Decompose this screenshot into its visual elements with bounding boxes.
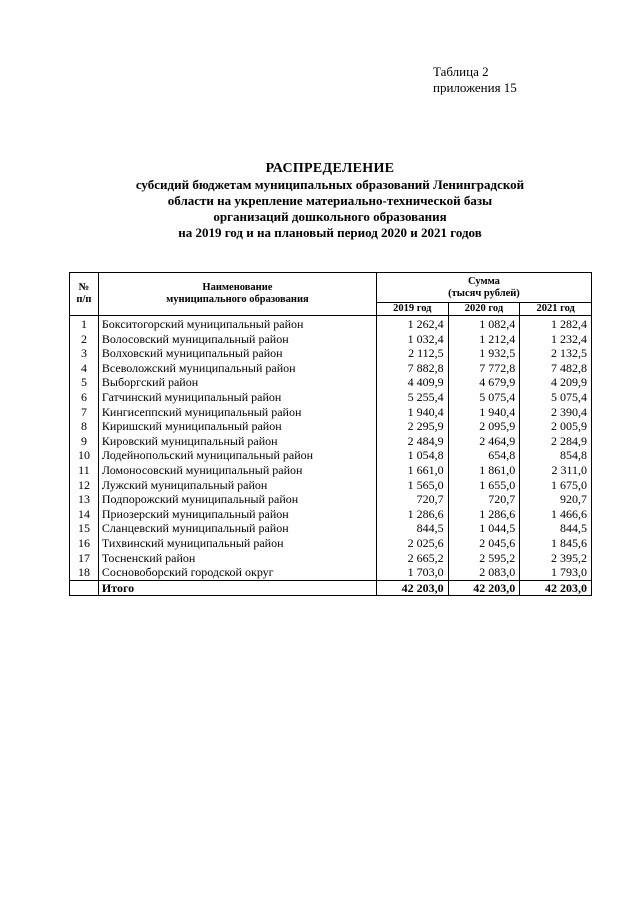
row-2020: 5 075,4 [448,390,520,405]
row-number: 15 [70,521,99,536]
col-header-2019: 2019 год [376,303,448,316]
row-2021: 1 232,4 [520,332,592,347]
row-name: Подпорожский муниципальный район [98,492,376,507]
row-number: 18 [70,565,99,580]
row-name: Тихвинский муниципальный район [98,536,376,551]
total-2020: 42 203,0 [448,580,520,595]
row-number: 17 [70,551,99,566]
heading-line: на 2019 год и на плановый период 2020 и 2021 годов [178,225,482,240]
row-number: 5 [70,375,99,390]
table-row [70,492,592,507]
row-name: Волховский муниципальный район [98,346,376,361]
row-name: Киришский муниципальный район [98,419,376,434]
table-row [70,565,592,580]
row-2019: 2 025,6 [376,536,448,551]
appendix-number: приложения 15 [433,80,517,95]
row-2021: 1 845,6 [520,536,592,551]
row-2019: 7 882,8 [376,361,448,376]
row-2020: 1 940,4 [448,405,520,420]
row-number: 8 [70,419,99,434]
table-row [70,551,592,566]
row-number: 11 [70,463,99,478]
row-2020: 2 595,2 [448,551,520,566]
col-header-number-line1: № [78,282,90,293]
row-2019: 1 565,0 [376,478,448,493]
col-header-number [70,273,99,316]
table-row [70,405,592,420]
row-2021: 7 482,8 [520,361,592,376]
row-number: 9 [70,434,99,449]
row-2019: 2 484,9 [376,434,448,449]
table-row [70,419,592,434]
col-header-sum [376,273,591,303]
row-2019: 2 665,2 [376,551,448,566]
row-2021: 1 282,4 [520,316,592,332]
table-row [70,521,592,536]
col-header-name [98,273,376,316]
row-2020: 2 464,9 [448,434,520,449]
row-2019: 844,5 [376,521,448,536]
table-number: Таблица 2 [433,64,489,79]
table-row [70,375,592,390]
row-2021: 2 390,4 [520,405,592,420]
row-number: 1 [70,316,99,332]
row-2021: 2 005,9 [520,419,592,434]
row-2020: 1 212,4 [448,332,520,347]
row-2019: 1 703,0 [376,565,448,580]
row-name: Волосовский муниципальный район [98,332,376,347]
row-number: 7 [70,405,99,420]
table-row [70,463,592,478]
row-number: 13 [70,492,99,507]
row-2021: 1 466,6 [520,507,592,522]
row-2021: 1 793,0 [520,565,592,580]
row-name: Лужский муниципальный район [98,478,376,493]
row-2021: 854,8 [520,448,592,463]
table-row [70,316,592,332]
header-row [70,273,592,303]
table-body [70,316,592,581]
total-number-cell [70,580,99,595]
row-2019: 1 661,0 [376,463,448,478]
table-row [70,448,592,463]
row-name: Ломоносовский муниципальный район [98,463,376,478]
row-name: Тосненский район [98,551,376,566]
total-row [70,580,592,595]
row-name: Гатчинский муниципальный район [98,390,376,405]
table-row [70,346,592,361]
heading-line: области на укрепление материально-технической базы [167,193,493,208]
table-reference [433,64,517,96]
row-number: 12 [70,478,99,493]
table-row [70,434,592,449]
row-name: Кировский муниципальный район [98,434,376,449]
table-row [70,478,592,493]
row-2021: 5 075,4 [520,390,592,405]
row-2021: 2 132,5 [520,346,592,361]
row-number: 16 [70,536,99,551]
total-label: Итого [98,580,376,595]
row-2019: 720,7 [376,492,448,507]
subsidy-table [69,272,592,596]
row-name: Кингисеппский муниципальный район [98,405,376,420]
row-2020: 654,8 [448,448,520,463]
document-heading [100,161,560,241]
table-row [70,536,592,551]
heading-line: организаций дошкольного образования [213,209,447,224]
row-2020: 1 655,0 [448,478,520,493]
row-2019: 1 054,8 [376,448,448,463]
row-number: 4 [70,361,99,376]
row-2019: 5 255,4 [376,390,448,405]
row-2020: 1 286,6 [448,507,520,522]
row-2020: 1 044,5 [448,521,520,536]
row-2020: 2 045,6 [448,536,520,551]
row-2020: 1 861,0 [448,463,520,478]
row-2021: 2 284,9 [520,434,592,449]
col-header-2021: 2021 год [520,303,592,316]
heading-line: субсидий бюджетам муниципальных образований Ленинградской [135,177,525,192]
row-2021: 2 395,2 [520,551,592,566]
table-row [70,390,592,405]
col-header-name-line1: Наименование [202,282,273,293]
row-number: 6 [70,390,99,405]
row-number: 2 [70,332,99,347]
row-2021: 4 209,9 [520,375,592,390]
row-2019: 2 295,9 [376,419,448,434]
row-2019: 1 032,4 [376,332,448,347]
col-header-2020: 2020 год [448,303,520,316]
row-name: Бокситогорский муниципальный район [98,316,376,332]
row-number: 14 [70,507,99,522]
row-2021: 920,7 [520,492,592,507]
row-number: 3 [70,346,99,361]
row-2020: 2 083,0 [448,565,520,580]
row-2019: 2 112,5 [376,346,448,361]
row-2019: 1 940,4 [376,405,448,420]
col-header-name-line2: муниципального образования [166,294,309,305]
row-name: Сланцевский муниципальный район [98,521,376,536]
row-2020: 7 772,8 [448,361,520,376]
col-header-sum-line1: Сумма [468,276,500,287]
row-2020: 720,7 [448,492,520,507]
row-number: 10 [70,448,99,463]
table-row [70,507,592,522]
col-header-sum-line2: (тысяч рублей) [448,288,520,299]
table-row [70,332,592,347]
row-2020: 2 095,9 [448,419,520,434]
row-name: Лодейнопольский муниципальный район [98,448,376,463]
row-name: Приозерский муниципальный район [98,507,376,522]
row-2020: 1 082,4 [448,316,520,332]
row-2021: 2 311,0 [520,463,592,478]
row-2020: 4 679,9 [448,375,520,390]
col-header-number-line2: п/п [76,294,92,305]
row-2019: 4 409,9 [376,375,448,390]
total-2019: 42 203,0 [376,580,448,595]
row-2021: 1 675,0 [520,478,592,493]
row-2019: 1 262,4 [376,316,448,332]
total-2021: 42 203,0 [520,580,592,595]
row-2020: 1 932,5 [448,346,520,361]
row-name: Сосновоборский городской округ [98,565,376,580]
heading-main: РАСПРЕДЕЛЕНИЕ [265,161,395,176]
row-2019: 1 286,6 [376,507,448,522]
row-2021: 844,5 [520,521,592,536]
row-name: Выборгский район [98,375,376,390]
row-name: Всеволожский муниципальный район [98,361,376,376]
table-row [70,361,592,376]
